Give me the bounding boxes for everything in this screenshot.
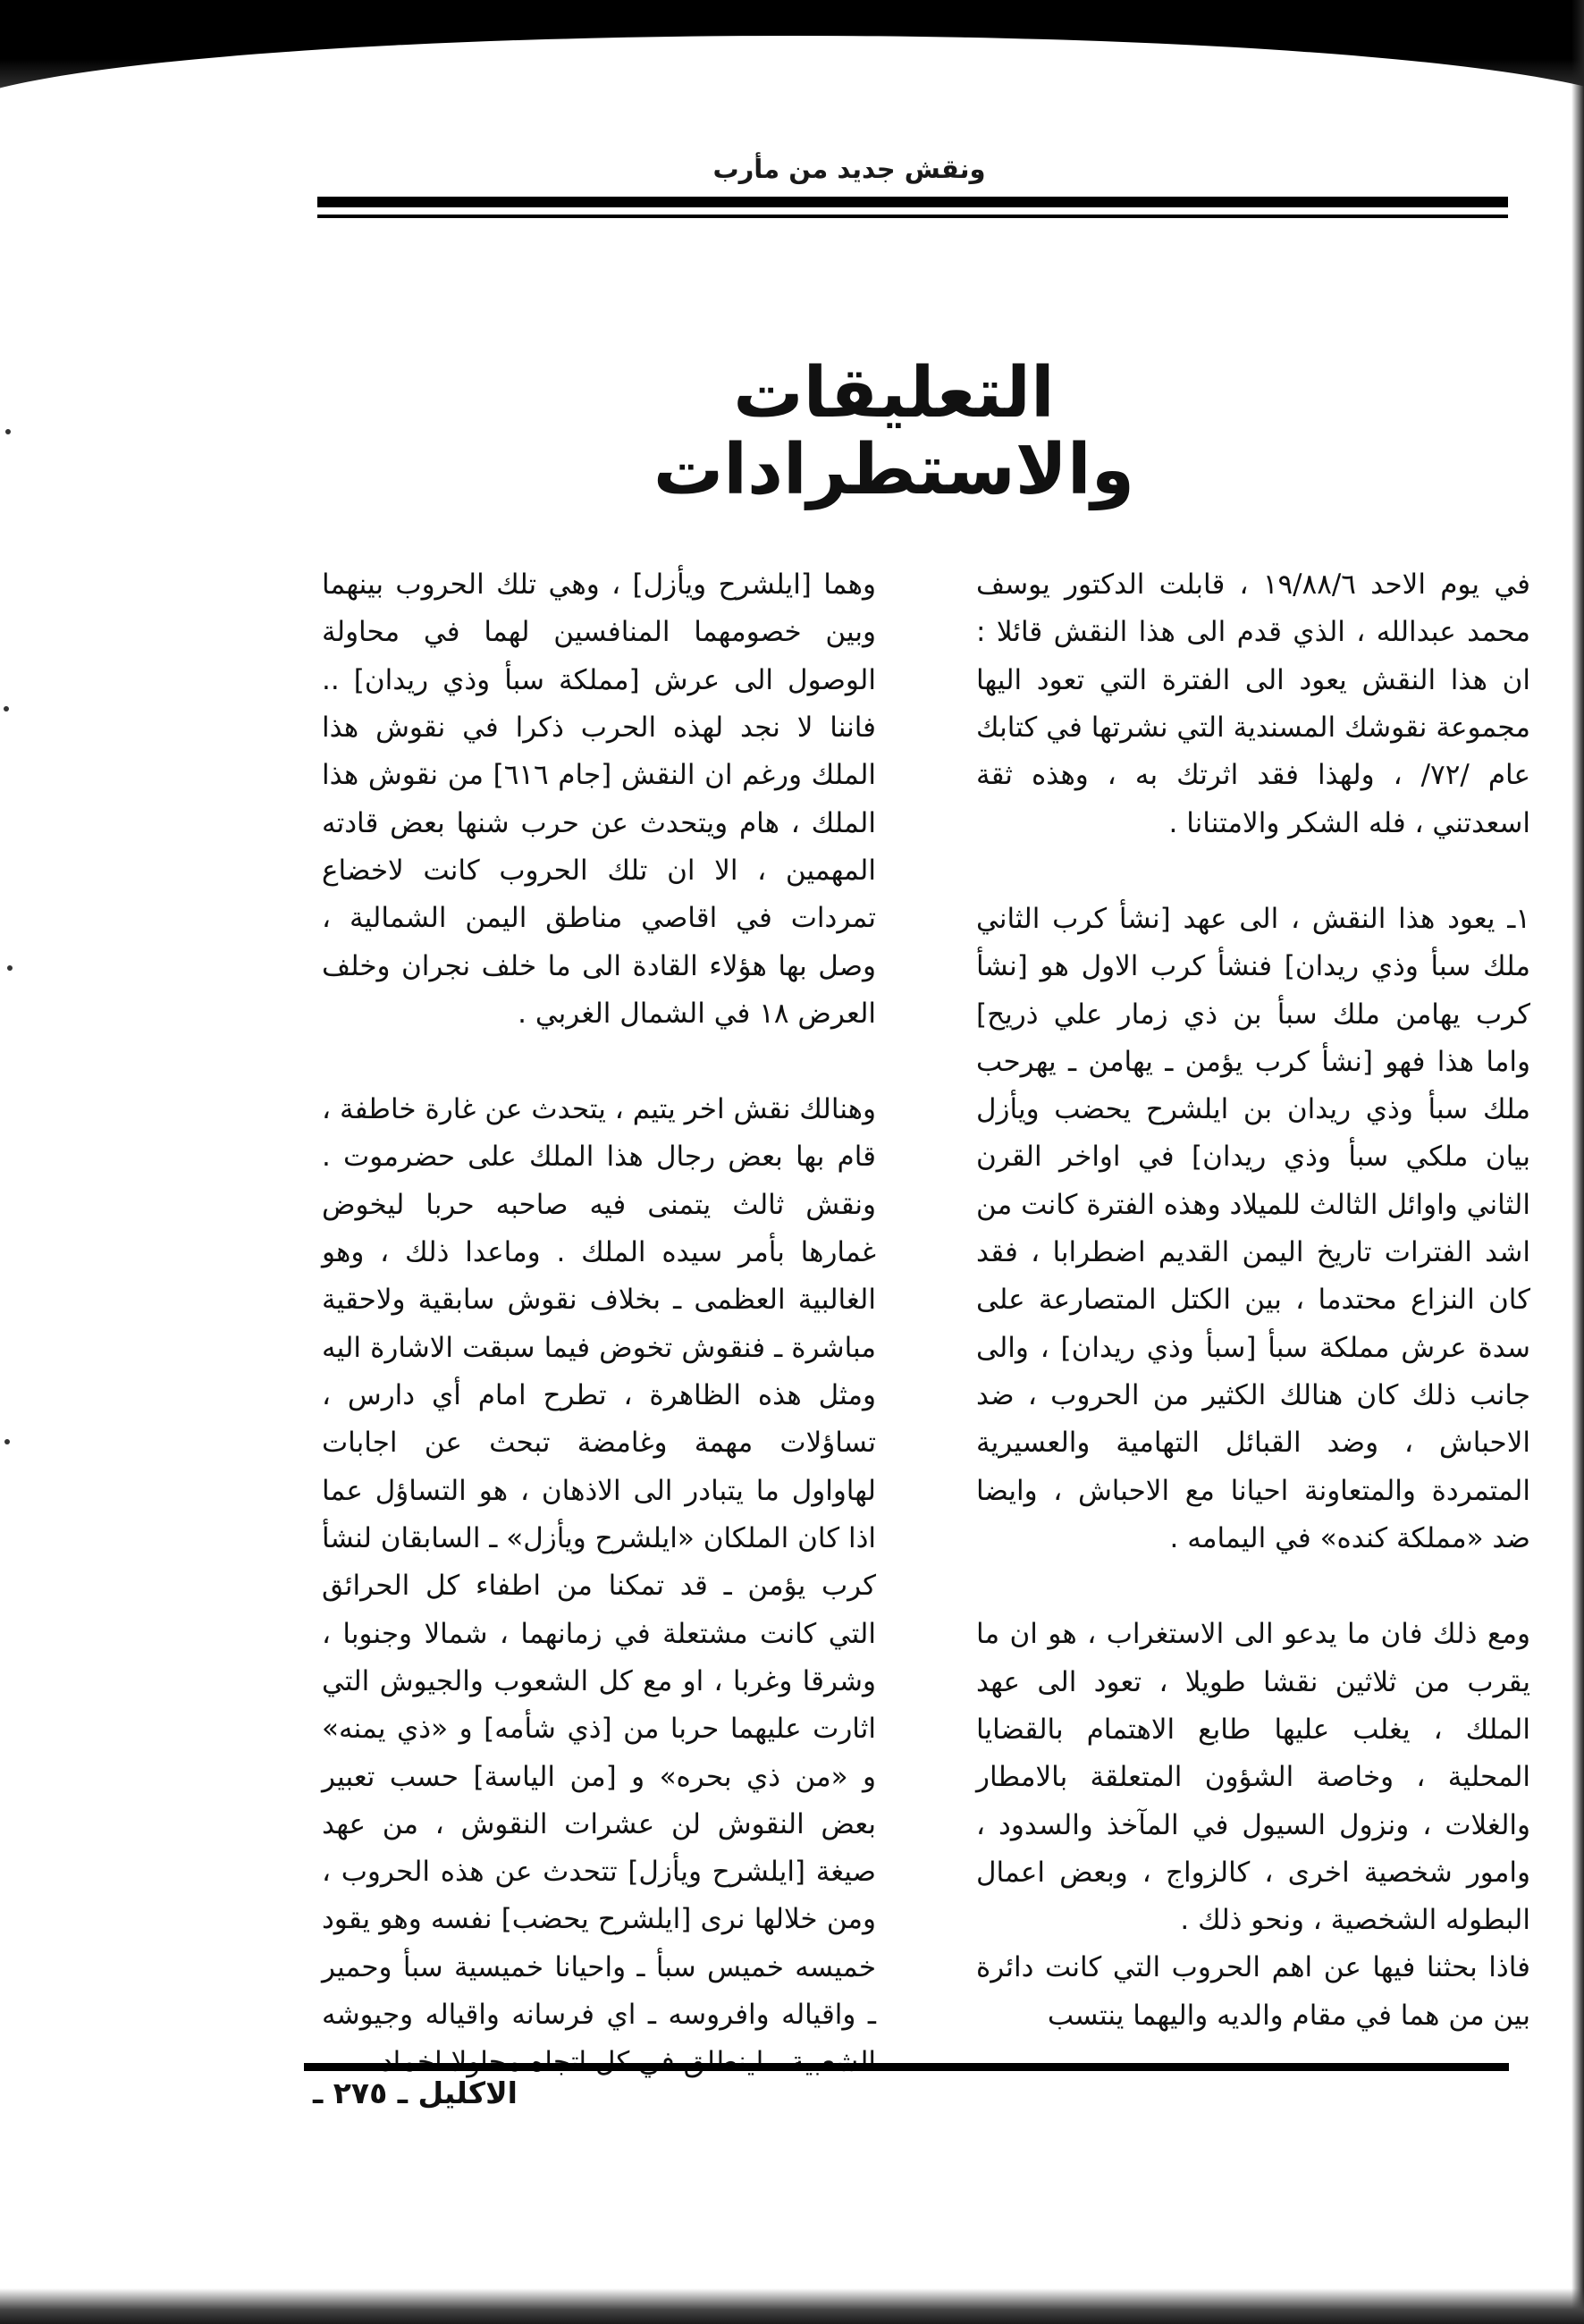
paragraph: ومع ذلك فان ما يدعو الى الاستغراب ، هو ان ما يقرب من ثلاثين نقشا طويلا ، تعود الى عهد الملك ، يغلب عليها طابع الاهتمام بالقضايا المحلية ، وخاصة الشؤون المتعلقة بالامطار والغلات ، ونزول السيول في المآخذ والسدود ، وامور شخصية اخرى ، كالزواج ، وبعض اعمال البطوله الشخصية ، ونحو ذلك . [976,1618,1530,1937]
paragraph: وهما [ايلشرح ويأزل] ، وهي تلك الحروب بينهما وبين خصومهما المنافسين لهما في محاولة الوصول الى عرش [مملكة سبأ وذي ريدان] .. فاننا لا نجد لهذه الحرب ذكرا في نقوش هذا الملك ورغم ان النقش [جام ٦١٦] من نقوش هذا الملك ، هام ويتحدث عن حرب شنها بعض قادته المهمين ، الا ان تلك الحروب كانت لاخضاع تمردات في اقاصي مناطق اليمن الشمالية ، وصل بها هؤلاء القادة الى ما خلف نجران وخلف العرض ١٨ في الشمال الغربي . [322,568,876,1030]
page-title: التعليقات والاستطرادات [653,353,1135,510]
paragraph: في يوم الاحد ١٩/٨٨/٦ ، قابلت الدكتور يوسف محمد عبدالله ، الذي قدم الى هذا النقش قائلا : ان هذا النقش يعود الى الفترة التي تعود اليها مجموعة نقوشك المسندية التي نشرتها في كتابك عام /٧٢/ ، ولهذا فقد اثرتك به ، وهذه ثقة اسعدتني ، فله الشكر والامتنانا . [976,568,1530,839]
paragraph: فاذا بحثنا فيها عن اهم الحروب التي كانت دائرة بين من هما في مقام والديه واليهما ينتسب [976,1951,1530,2032]
scan-border-bottom [0,2288,1584,2324]
header-rule-thin [317,215,1508,218]
scan-border-right [1571,0,1584,2324]
left-column [322,561,876,2087]
page-edge-curve [0,36,1584,268]
footer-rule [304,2063,1509,2071]
header-rule-thick [317,197,1508,207]
running-head: ونقش جديد من مأرب [712,154,986,184]
scan-speck [7,965,13,971]
page-number: الاكليل ـ ٢٧٥ ـ [313,2076,518,2110]
scan-speck [5,429,11,434]
paragraph: ١ـ يعود هذا النقش ، الى عهد [نشأ كرب الثاني ملك سبأ وذي ريدان] فنشأ كرب الاول هو [نشأ كرب يهامن ملك سبأ بن ذي زمار علي ذريح] واما هذا فهو [نشأ كرب يؤمن ـ يهامن ـ يهرحب ملك سبأ وذي ريدان بن ايلشرح يحضب ويأزل بيان ملكي سبأ وذي ريدان] في اواخر القرن الثاني واوائل الثالث للميلاد وهذه الفترة كانت من اشد الفترات تاريخ اليمن القديم اضطرابا ، فقد كان النزاع محتدما ، بين الكتل المتصارعة على سدة عرش مملكة سبأ [سبأ وذي ريدان] ، والى جانب ذلك كان هنالك الكثير من الحروب ، ضد الاحباش ، وضد القبائل التهامية والعسيرية المتمردة والمتعاونة احيانا مع الاحباش ، وايضا ضد «مملكة كنده» في اليمامه . [976,902,1530,1554]
scan-speck [4,1439,10,1444]
paragraph: وهنالك نقش اخر يتيم ، يتحدث عن غارة خاطفة ، قام بها بعض رجال هذا الملك على حضرموت . ونقش ثالث يتمنى فيه صاحبه حربا ليخوض غمارها بأمر سيده الملك . وماعدا ذلك ، وهو الغالبية العظمى ـ بخلاف نقوش سابقية ولاحقية مباشرة ـ فنقوش تخوض فيما سبقت الاشارة اليه ومثل هذه الظاهرة ، تطرح امام أي دارس ، تساؤلات مهمة وغامضة تبحث عن اجابات لهاواول ما يتبادر الى الاذهان ، هو التساؤل عما اذا كان الملكان «ايلشرح ويأزل» ـ السابقان لنشأ كرب يؤمن ـ قد تمكنا من اطفاء كل الحرائق التي كانت مشتعلة في زمانهما ، شمالا وجنوبا ، وشرقا وغربا ، او مع كل الشعوب والجيوش التي اثارت عليهما حربا من [ذي شأمه] و «ذي يمنه» و «من ذي بحره» و [من الياسة] حسب تعبير بعض النقوش لن عشرات النقوش ، من عهد صيغة [ايلشرح ويأزل] تتحدث عن هذه الحروب ، ومن خلالها نرى [ايلشرح يحضب] نفسه وهو يقود خميسه خميس سبأ ـ واحيانا خميسية سبأ وحمير ـ واقياله وافروسه ـ اي فرسانه واقياله وجيوشه [322,1093,876,2032]
right-column [976,561,1530,2040]
scan-speck [4,706,9,712]
